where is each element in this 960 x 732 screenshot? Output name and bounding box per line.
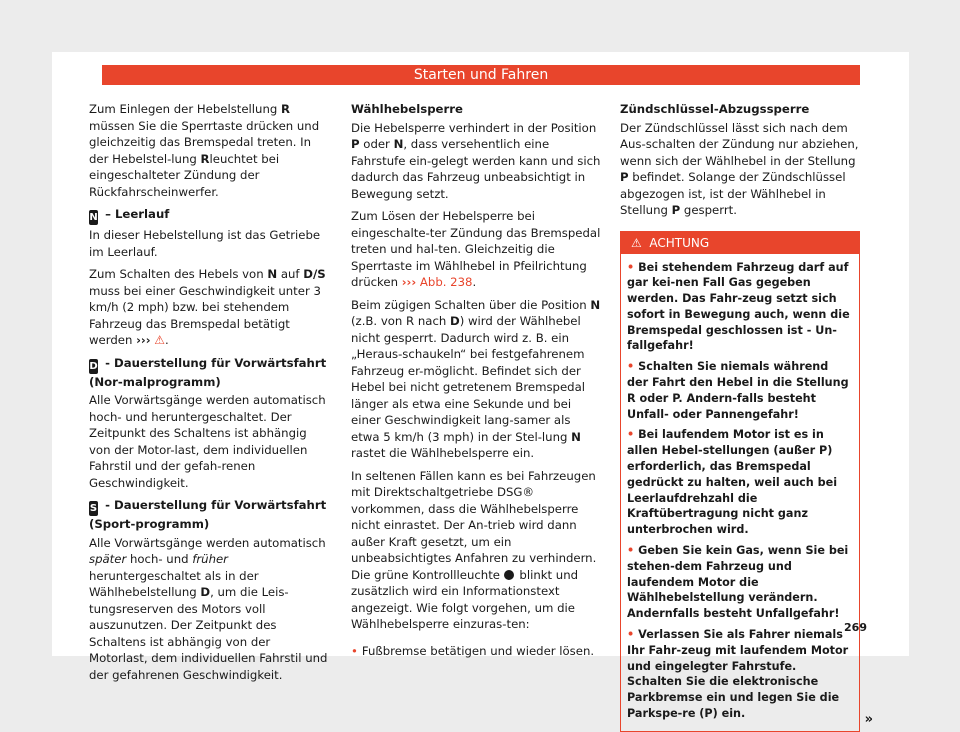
drive-heading: D - Dauerstellung für Vorwärtsfahrt (Nor-malprogramm): [89, 355, 327, 389]
warning-item: • Bei laufendem Motor ist es in allen Hebel-stellungen (außer P) erforderlich, das Bremspedal gedrückt zu halten, weil auch bei Leerlaufdrehzahl die Kraftübertragung nicht ganz unterbrochen wird.: [627, 427, 853, 538]
neutral-text-1: In dieser Hebelstellung ist das Getriebe im Leerlauf.: [89, 228, 321, 259]
gear-d-icon: D: [89, 360, 98, 372]
column-left: [89, 101, 329, 689]
neutral-text-2: Zum Schalten des Hebels von N auf D/S muss bei einer Geschwindigkeit unter 3 km/h (2 mph) bzw. bei stehendem Fahrzeug das Bremspedal betätigt werden ››› ⚠.: [89, 267, 326, 347]
sport-heading: S - Dauerstellung für Vorwärtsfahrt (Sport-programm): [89, 498, 327, 531]
figure-link[interactable]: Abb. 238: [416, 275, 473, 289]
key-lock-text: Der Zündschlüssel lässt sich nach dem Aus-schalten der Zündung nur abziehen, wenn sich der Wählhebel in der Stellung P befindet. Solange der Zündschlüssel abgezogen ist, ist der Wählhebel in Stellung P gesperrt.: [620, 120, 859, 217]
lever-lock-text-3: Beim zügigen Schalten über die Position N (z.B. von R nach D) wird der Wählhebel nicht gesperrt. Dadurch wird z. B. ein „Heraus-schaukeln“ bei festgefahrenem Fahrzeug er-möglicht. Befindet sich der Hebel bei nicht getretenem Bremspedal länger als etwa eine Sekunde und bei einer Geschwindigkeit lang-samer als etwa 5 km/h (3 mph) in der Stel-lung N rastet die Wählhebelsperre ein.: [351, 297, 601, 460]
gear-n-icon: N: [89, 212, 98, 223]
indicator-lamp-icon: [504, 570, 514, 580]
warning-item: • Bei stehendem Fahrzeug darf auf gar kei-nen Fall Gas gegeben werden. Das Fahr-zeug setzt sich sofort in Bewegung auch, wenn die Bremspedal geschlossen ist - Un-fallgefahr!: [627, 260, 853, 355]
warning-box: [620, 231, 873, 732]
lever-lock-text-4: In seltenen Fällen kann es bei Fahrzeugen mit Direktschaltgetriebe DSG® vorkommen, dass die Wählhebelsperre nicht einrastet. Der An-trieb wird dann außer Kraft gesetzt, um ein unbeabsichtigtes Anfahren zu verhindern. Die grüne Kontrollleuchte blinkt und zusätzlich wird ein Informationstext angezeigt. Wie folgt vorgehen, um die Wählhebelsperre einzuras-ten:: [351, 468, 597, 631]
bullet-item: • Fußbremse betätigen und wieder lösen.: [351, 643, 601, 660]
lever-lock-text-2: Zum Lösen der Hebelsperre bei eingeschalte-ter Zündung das Bremspedal treten und hal-ten. Gleichzeitig die Sperrtaste im Wählhebel in Pfeilrichtung drücken ››› Abb. 238.: [351, 209, 601, 289]
intro-paragraph: Zum Einlegen der Hebelstellung R müssen Sie die Sperrtaste drücken und gleichzeitig das Bremspedal treten. In der Hebelstel-lung Rleuchtet bei eingeschalteter Zündung der Rückfahrscheinwerfer.: [89, 102, 320, 199]
key-lock-heading: Zündschlüssel-Abzugssperre: [620, 102, 810, 116]
warning-triangle-icon[interactable]: ⚠: [154, 333, 166, 347]
column-middle: [351, 101, 601, 665]
manual-page: [52, 52, 909, 728]
lever-lock-text-1: Die Hebelsperre verhindert in der Position P oder N, dass versehentlich eine Fahrstufe ein-gelegt werden kann und sich dadurch das Fahrzeug unbeabsichtigt in Bewegung setzt.: [351, 120, 601, 201]
neutral-heading: N – Leerlauf: [89, 207, 170, 223]
warning-item: • Schalten Sie niemals während der Fahrt den Hebel in die Stellung R oder P. Andern-falls besteht Unfall- oder Pannengefahr!: [627, 359, 853, 422]
warning-item: • Geben Sie kein Gas, wenn Sie bei stehen-dem Fahrzeug und laufendem Motor die Wählhebelstellung verändern. Andernfalls besteht Unfallgefahr!: [627, 543, 853, 622]
warning-triangle-icon: ⚠: [631, 235, 642, 250]
column-right: [620, 101, 873, 732]
warning-body: [621, 254, 859, 731]
continued-marker: »: [864, 712, 873, 728]
page-number: 269: [844, 621, 867, 634]
warning-item: • Verlassen Sie als Fahrer niemals Ihr Fahr-zeug mit laufendem Motor und eingelegter Fahrstufe. Schalten Sie die elektronische Parkbremse ein und legen Sie die Parkspe-re (P) ein.: [627, 627, 853, 722]
warning-header: ⚠ ACHTUNG: [621, 232, 859, 254]
drive-text: Alle Vorwärtsgänge werden automatisch hoch- und heruntergeschaltet. Der Zeitpunkt des Schaltens ist abhängig von der Motor-last, dem individuellen Fahrstil und der gefah-renen Geschwindigkeit.: [89, 393, 326, 490]
section-header: Starten und Fahren: [102, 65, 860, 85]
gear-s-icon: S: [89, 503, 98, 514]
sport-text: Alle Vorwärtsgänge werden automatisch später hoch- und früher heruntergeschaltet als in der Wählhebelstellung D, um die Leis-tungsreserven des Motors voll auszunutzen. Der Zeitpunkt des Schaltens ist abhängig von der Motorlast, dem individuellen Fahrstil und der gefahrenen Geschwindigkeit.: [89, 535, 328, 682]
lever-lock-heading: Wählhebelsperre: [351, 102, 463, 116]
